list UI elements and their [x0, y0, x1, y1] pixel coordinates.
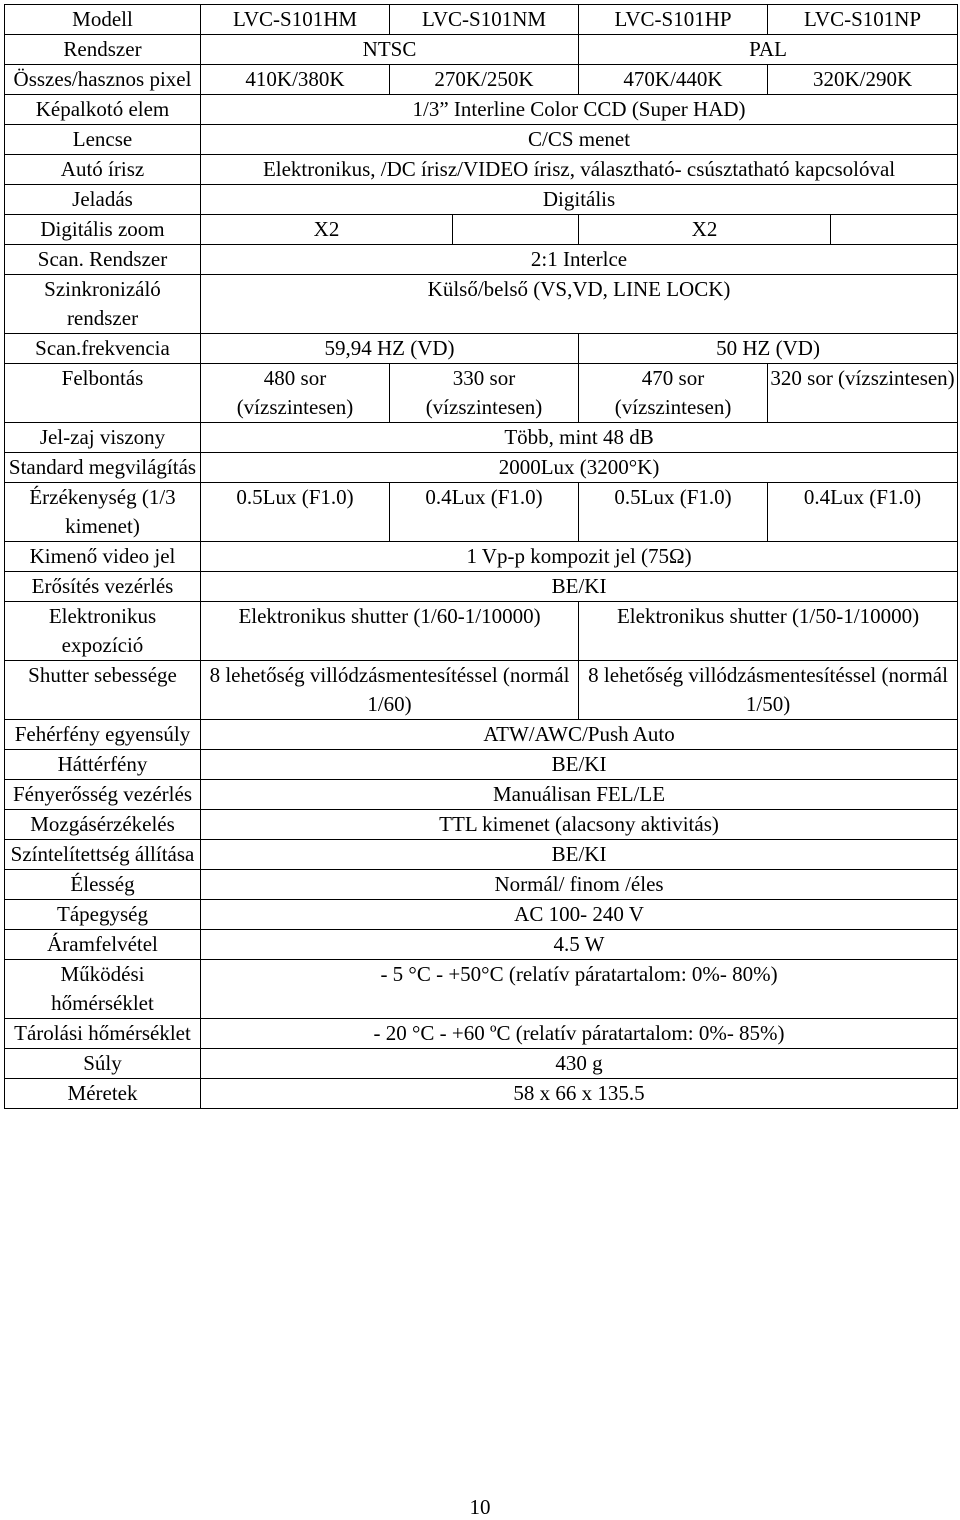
spec-value: 2:1 Interlce — [201, 245, 958, 275]
spec-value: 320K/290K — [768, 65, 958, 95]
spec-value: AC 100- 240 V — [201, 900, 958, 930]
spec-value: BE/KI — [201, 840, 958, 870]
spec-value: Normál/ finom /éles — [201, 870, 958, 900]
spec-row — [5, 215, 958, 245]
spec-row — [5, 602, 958, 661]
spec-row — [5, 542, 958, 572]
spec-label: Tápegység — [5, 900, 201, 930]
spec-label: Súly — [5, 1049, 201, 1079]
spec-value: 470K/440K — [579, 65, 768, 95]
spec-label: Modell — [5, 5, 201, 35]
spec-value: 0.5Lux (F1.0) — [201, 483, 390, 542]
spec-label: Összes/hasznos pixel — [5, 65, 201, 95]
spec-row — [5, 750, 958, 780]
spec-row — [5, 1019, 958, 1049]
spec-value: X2 — [201, 215, 453, 245]
spec-row — [5, 870, 958, 900]
spec-label: Lencse — [5, 125, 201, 155]
spec-value: Több, mint 48 dB — [201, 423, 958, 453]
spec-value: 470 sor (vízszintesen) — [579, 364, 768, 423]
spec-label: Áramfelvétel — [5, 930, 201, 960]
spec-value: C/CS menet — [201, 125, 958, 155]
spec-value: Külső/belső (VS,VD, LINE LOCK) — [201, 275, 958, 334]
spec-value: 1 Vp-p kompozit jel (75Ω) — [201, 542, 958, 572]
spec-value: Digitális — [201, 185, 958, 215]
spec-value: 320 sor (vízszintesen) — [768, 364, 958, 423]
spec-value: PAL — [579, 35, 958, 65]
spec-value: 0.5Lux (F1.0) — [579, 483, 768, 542]
spec-value: 4.5 W — [201, 930, 958, 960]
spec-value: LVC-S101NM — [390, 5, 579, 35]
spec-value: Elektronikus, /DC írisz/VIDEO írisz, választható- csúsztatható kapcsolóval — [201, 155, 958, 185]
spec-row — [5, 95, 958, 125]
spec-value: NTSC — [201, 35, 579, 65]
spec-label: Mozgásérzékelés — [5, 810, 201, 840]
spec-label: Szinkronizáló rendszer — [5, 275, 201, 334]
spec-value: 480 sor (vízszintesen) — [201, 364, 390, 423]
spec-value: 430 g — [201, 1049, 958, 1079]
spec-row — [5, 780, 958, 810]
spec-value: LVC-S101HP — [579, 5, 768, 35]
spec-row — [5, 930, 958, 960]
spec-row — [5, 1049, 958, 1079]
spec-label: Elektronikus expozíció — [5, 602, 201, 661]
spec-value: - 5 °C - +50°C (relatív páratartalom: 0%- 80%) — [201, 960, 958, 1019]
spec-value: 8 lehetőség villódzásmentesítéssel (normál 1/60) — [201, 661, 579, 720]
spec-row — [5, 810, 958, 840]
spec-row — [5, 185, 958, 215]
spec-row — [5, 364, 958, 423]
spec-value: - 20 °C - +60 ºC (relatív páratartalom: 0%- 85%) — [201, 1019, 958, 1049]
spec-value: 50 HZ (VD) — [579, 334, 958, 364]
spec-value: 1/3” Interline Color CCD (Super HAD) — [201, 95, 958, 125]
spec-label: Érzékenység (1/3 kimenet) — [5, 483, 201, 542]
spec-row — [5, 245, 958, 275]
spec-row — [5, 65, 958, 95]
spec-row — [5, 661, 958, 720]
spec-value: 0.4Lux (F1.0) — [390, 483, 579, 542]
spec-value: 330 sor (vízszintesen) — [390, 364, 579, 423]
spec-row — [5, 483, 958, 542]
spec-value: 59,94 HZ (VD) — [201, 334, 579, 364]
spec-value: 2000Lux (3200°K) — [201, 453, 958, 483]
spec-value: BE/KI — [201, 572, 958, 602]
spec-value: Elektronikus shutter (1/50-1/10000) — [579, 602, 958, 661]
spec-value — [831, 215, 958, 245]
spec-value: X2 — [579, 215, 831, 245]
spec-label: Standard megvilágítás — [5, 453, 201, 483]
spec-label: Rendszer — [5, 35, 201, 65]
spec-value: LVC-S101HM — [201, 5, 390, 35]
spec-value: 270K/250K — [390, 65, 579, 95]
spec-label: Méretek — [5, 1079, 201, 1109]
spec-value: Elektronikus shutter (1/60-1/10000) — [201, 602, 579, 661]
spec-value — [453, 215, 579, 245]
spec-label: Tárolási hőmérséklet — [5, 1019, 201, 1049]
spec-row — [5, 840, 958, 870]
spec-label: Kimenő video jel — [5, 542, 201, 572]
spec-value: TTL kimenet (alacsony aktivitás) — [201, 810, 958, 840]
spec-row — [5, 572, 958, 602]
spec-label: Képalkotó elem — [5, 95, 201, 125]
spec-row — [5, 5, 958, 35]
spec-label: Fényerősség vezérlés — [5, 780, 201, 810]
spec-label: Élesség — [5, 870, 201, 900]
spec-row — [5, 900, 958, 930]
spec-label: Shutter sebessége — [5, 661, 201, 720]
spec-row — [5, 1079, 958, 1109]
spec-value: ATW/AWC/Push Auto — [201, 720, 958, 750]
spec-label: Erősítés vezérlés — [5, 572, 201, 602]
spec-label: Működési hőmérséklet — [5, 960, 201, 1019]
spec-row — [5, 155, 958, 185]
spec-label: Felbontás — [5, 364, 201, 423]
spec-label: Scan. Rendszer — [5, 245, 201, 275]
spec-label: Autó írisz — [5, 155, 201, 185]
spec-value: 58 x 66 x 135.5 — [201, 1079, 958, 1109]
spec-row — [5, 453, 958, 483]
spec-label: Háttérfény — [5, 750, 201, 780]
spec-label: Fehérfény egyensúly — [5, 720, 201, 750]
spec-row — [5, 423, 958, 453]
spec-label: Digitális zoom — [5, 215, 201, 245]
spec-row — [5, 125, 958, 155]
spec-value: 8 lehetőség villódzásmentesítéssel (normál 1/50) — [579, 661, 958, 720]
spec-label: Scan.frekvencia — [5, 334, 201, 364]
spec-row — [5, 960, 958, 1019]
spec-value: Manuálisan FEL/LE — [201, 780, 958, 810]
spec-row — [5, 334, 958, 364]
page-number: 10 — [469, 1495, 491, 1519]
spec-table — [4, 4, 958, 1109]
spec-label: Színtelítettség állítása — [5, 840, 201, 870]
spec-row — [5, 35, 958, 65]
spec-label: Jel-zaj viszony — [5, 423, 201, 453]
spec-value: 410K/380K — [201, 65, 390, 95]
spec-value: 0.4Lux (F1.0) — [768, 483, 958, 542]
spec-row — [5, 275, 958, 334]
spec-value: LVC-S101NP — [768, 5, 958, 35]
spec-value: BE/KI — [201, 750, 958, 780]
spec-row — [5, 720, 958, 750]
spec-label: Jeladás — [5, 185, 201, 215]
